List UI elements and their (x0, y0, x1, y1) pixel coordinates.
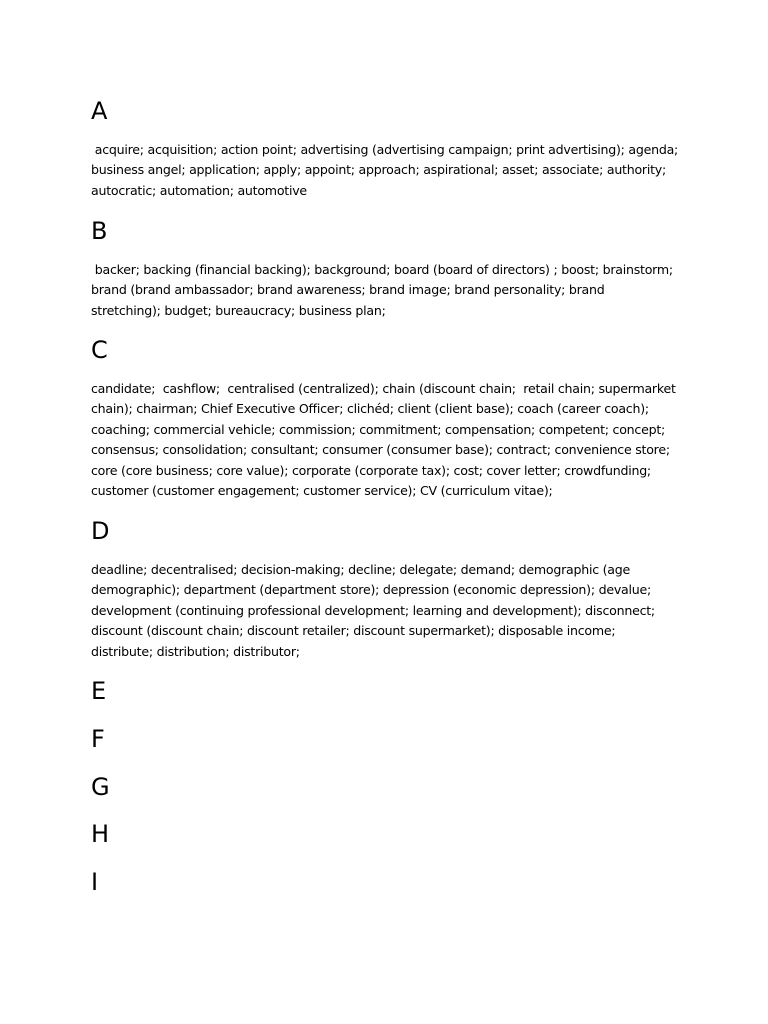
section-body-b (91, 260, 691, 321)
text-line: deadline; decentralised; decision-making; decline; delegate; demand; demographic (age (91, 562, 631, 577)
text-line: business angel; application; apply; appoint; approach; aspirational; asset; associate; authority; (91, 162, 666, 178)
section-heading-a: A (91, 97, 108, 125)
text-line: autocratic; automation; automotive (91, 182, 307, 198)
section-heading-h: H (91, 820, 110, 848)
text-line: stretching); budget; bureaucracy; business plan; (91, 302, 386, 318)
text-line: development (continuing professional development; learning and development); disconnect; (91, 602, 655, 618)
section-heading-f: F (91, 725, 105, 753)
text-line: core (core business; core value); corporate (corporate tax); cost; cover letter; crowdfunding; (91, 462, 651, 478)
text-line: candidate; cashflow; centralised (centralized); chain (discount chain; retail chain; supermarket (91, 381, 676, 396)
section-body-d (91, 560, 691, 662)
section-body-c (91, 379, 691, 501)
text-line: coaching; commercial vehicle; commission; commitment; compensation; competent; concept; (91, 421, 665, 437)
text-line: backer; backing (financial backing); background; board (board of directors) ; boost; brainstorm; (91, 262, 673, 277)
text-line: consensus; consolidation; consultant; consumer (consumer base); contract; convenience store; (91, 442, 670, 458)
section-heading-c: C (91, 336, 108, 364)
section-heading-b: B (91, 217, 108, 245)
text-line: distribute; distribution; distributor; (91, 643, 300, 659)
section-heading-d: D (91, 517, 110, 545)
section-body-a (91, 140, 691, 201)
section-heading-g: G (91, 773, 110, 801)
text-line: acquire; acquisition; action point; advertising (advertising campaign; print advertising); agenda; (91, 142, 679, 157)
section-heading-i: I (91, 868, 99, 896)
text-line: discount (discount chain; discount retailer; discount supermarket); disposable income; (91, 623, 616, 639)
section-heading-e: E (91, 677, 107, 705)
text-line: customer (customer engagement; customer service); CV (curriculum vitae); (91, 483, 553, 499)
text-line: brand (brand ambassador; brand awareness; brand image; brand personality; brand (91, 282, 605, 298)
text-line: demographic); department (department store); depression (economic depression); devalue; (91, 582, 651, 598)
text-line: chain); chairman; Chief Executive Officer; clichéd; client (client base); coach (career coach); (91, 401, 649, 417)
